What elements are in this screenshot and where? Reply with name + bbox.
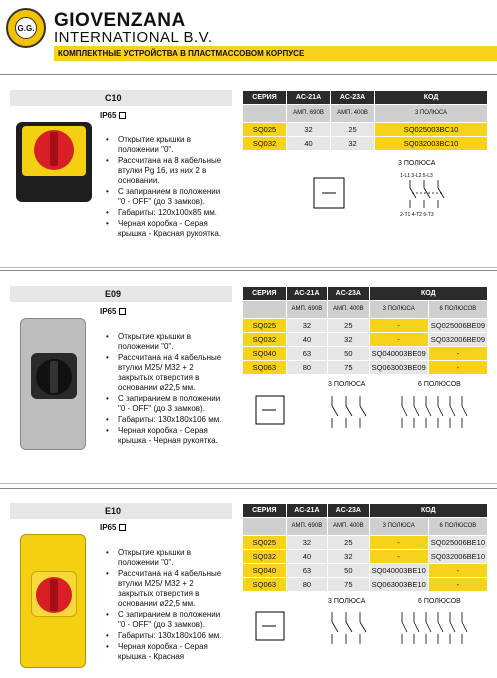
cell-ac23: 50 [328, 347, 369, 361]
e09-spec-table [242, 286, 488, 375]
cell-ac23: 25 [328, 536, 369, 550]
c10-device-image [16, 122, 92, 202]
cell-code3: SQ040003BE09 [369, 347, 428, 361]
cell-series: SQ032 [243, 550, 287, 564]
cell-code3: SQ032003BC10 [375, 137, 488, 151]
c10-ip-rating [100, 111, 126, 120]
e09-ip-rating [100, 307, 126, 316]
e09-diagram-label3: 3 ПОЛЮСА [328, 381, 366, 388]
col-series: СЕРИЯ [243, 504, 287, 518]
e10-ip-rating [100, 523, 126, 532]
col-series: СЕРИЯ [243, 91, 287, 105]
cell-code3: - [369, 550, 428, 564]
cell-ac23: 32 [328, 333, 369, 347]
table-row [243, 564, 488, 578]
brand-logo [6, 8, 46, 48]
sub-poles6: 6 ПОЛЮСОВ [428, 518, 487, 536]
cell-series: SQ063 [243, 578, 287, 592]
table-row [243, 361, 488, 375]
e10-diagram-label6: 6 ПОЛЮСОВ [418, 598, 461, 605]
sub-empty [243, 518, 287, 536]
cell-ac21: 32 [286, 319, 327, 333]
sub-amp690: АМП. 690В [287, 105, 331, 123]
cell-ac21: 40 [287, 137, 331, 151]
cell-code3: SQ063003BE09 [369, 361, 428, 375]
logo-text: G.G. [15, 17, 37, 39]
e10-title-bar [10, 503, 232, 519]
cell-code6: SQ032006BE10 [428, 550, 487, 564]
c10-spec-table [242, 90, 488, 151]
cell-code6: - [428, 361, 487, 375]
cell-ac23: 32 [331, 137, 375, 151]
cell-code3: - [369, 333, 428, 347]
col-ac21: AC-21A [286, 504, 327, 518]
cell-series: SQ040 [243, 347, 287, 361]
c10-title: C10 [105, 93, 122, 103]
cell-code6: - [428, 564, 487, 578]
list-item: • Черная коробка - Серая крышка - Черная рукоятка. [106, 426, 226, 446]
e09-ip-label: IP65 [100, 307, 117, 316]
col-ac21: AC-21A [286, 287, 327, 301]
cell-series: SQ032 [243, 137, 287, 151]
table-row [243, 578, 488, 592]
sub-amp690: АМП. 690В [286, 301, 327, 319]
col-code: КОД [369, 287, 487, 301]
cell-code3: SQ025003BC10 [375, 123, 488, 137]
c10-diagram-label: 3 ПОЛЮСА [398, 160, 436, 167]
e10-wiring-diagram [254, 606, 490, 650]
cell-series: SQ025 [243, 123, 287, 137]
e09-wiring-diagram [254, 390, 490, 434]
col-code: КОД [369, 504, 487, 518]
e10-feature-list [106, 548, 226, 663]
cell-code6: - [428, 347, 487, 361]
list-item: • Рассчитана на 4 кабельные втулки M25/ M32 + 2 закрытых отверстия в основании ø22,5 мм. [106, 353, 226, 393]
cell-ac23: 75 [328, 361, 369, 375]
list-item: • Открытие крышки в положении "0". [106, 332, 226, 352]
c10-feature-list [106, 135, 226, 240]
cell-ac23: 25 [331, 123, 375, 137]
list-item: • Рассчитана на 8 кабельные втулки Pg 16, из них 2 в основании. [106, 156, 226, 186]
cell-series: SQ032 [243, 333, 287, 347]
cell-code3: - [369, 319, 428, 333]
page-subtitle: КОМПЛЕКТНЫЕ УСТРОЙСТВА В ПЛАСТМАССОВОМ КОРПУСЕ [54, 46, 497, 61]
cell-ac23: 32 [328, 550, 369, 564]
col-code: КОД [375, 91, 488, 105]
col-ac23: AC-23A [328, 504, 369, 518]
cell-ac23: 75 [328, 578, 369, 592]
brand-subname: INTERNATIONAL B.V. [54, 29, 213, 46]
col-series: СЕРИЯ [243, 287, 287, 301]
list-item: • Габариты: 130x180x106 мм. [106, 415, 226, 425]
e10-device-image [20, 534, 86, 668]
col-ac23: AC-23A [331, 91, 375, 105]
brand-name: GIOVENZANA [54, 10, 186, 31]
cell-code6: - [428, 578, 487, 592]
ip-box-icon [119, 308, 126, 315]
cell-ac21: 32 [286, 536, 327, 550]
sub-poles3: 3 ПОЛЮСА [375, 105, 488, 123]
c10-knob-handle [50, 132, 58, 166]
cell-code6: SQ032006BE09 [428, 333, 487, 347]
cell-ac21: 32 [287, 123, 331, 137]
sub-amp400: АМП. 400В [328, 518, 369, 536]
list-item: • Открытие крышки в положении "0". [106, 135, 226, 155]
cell-code6: SQ025006BE09 [428, 319, 487, 333]
sub-empty [243, 301, 287, 319]
cell-series: SQ063 [243, 361, 287, 375]
e10-knob-handle [50, 579, 58, 611]
e10-diagram-label3: 3 ПОЛЮСА [328, 598, 366, 605]
cell-series: SQ040 [243, 564, 287, 578]
table-row [243, 550, 488, 564]
list-item: • Черная коробка - Серая крышка - Красная рукоятка. [106, 219, 226, 239]
cell-ac21: 40 [286, 550, 327, 564]
table-row [243, 536, 488, 550]
list-item: • С запиранием в положении "0 - OFF" (до 3 замков). [106, 610, 226, 630]
sub-poles3: 3 ПОЛЮСА [369, 301, 428, 319]
e09-title: E09 [105, 289, 122, 299]
table-row [243, 333, 488, 347]
e10-title: E10 [105, 506, 122, 516]
cell-ac23: 50 [328, 564, 369, 578]
col-ac21: AC-21A [287, 91, 331, 105]
list-item: • Габариты: 130x180x106 мм. [106, 631, 226, 641]
sub-amp400: АМП. 400В [331, 105, 375, 123]
list-item: • С запиранием в положении "0 - OFF" (до 3 замков). [106, 394, 226, 414]
sub-poles6: 6 ПОЛЮСОВ [428, 301, 487, 319]
cell-series: SQ025 [243, 319, 287, 333]
e10-ip-label: IP65 [100, 523, 117, 532]
list-item: • Черная коробка - Серая крышка - Красная [106, 642, 226, 662]
table-row [243, 123, 488, 137]
sub-poles3: 3 ПОЛЮСА [369, 518, 428, 536]
c10-terminals-top: 1-L1 3-L2 5-L3 [400, 173, 433, 179]
c10-wiring-diagram [312, 168, 462, 218]
list-item: • С запиранием в положении "0 - OFF" (до 3 замков). [106, 187, 226, 207]
col-ac23: AC-23A [328, 287, 369, 301]
cell-code3: - [369, 536, 428, 550]
cell-ac21: 40 [286, 333, 327, 347]
sub-empty [243, 105, 287, 123]
cell-code6: SQ025006BE10 [428, 536, 487, 550]
table-row [243, 319, 488, 333]
e09-diagram-label6: 6 ПОЛЮСОВ [418, 381, 461, 388]
ip-box-icon [119, 524, 126, 531]
table-row [243, 137, 488, 151]
cell-ac21: 63 [286, 347, 327, 361]
cell-code3: SQ063003BE10 [369, 578, 428, 592]
list-item: • Рассчитана на 4 кабельные втулки M25/ M32 + 2 закрытых отверстия в основании ø22,5 мм. [106, 569, 226, 609]
cell-ac21: 63 [286, 564, 327, 578]
ip-box-icon [119, 112, 126, 119]
cell-ac21: 80 [286, 578, 327, 592]
sub-amp690: АМП. 690В [286, 518, 327, 536]
c10-terminals-bottom: 2-T1 4-T2 6-T3 [400, 212, 434, 218]
sub-amp400: АМП. 400В [328, 301, 369, 319]
cell-series: SQ025 [243, 536, 287, 550]
e09-title-bar [10, 286, 232, 302]
list-item: • Габариты: 120x100x85 мм. [106, 208, 226, 218]
e10-spec-table [242, 503, 488, 592]
cell-code3: SQ040003BE10 [369, 564, 428, 578]
cell-ac21: 80 [286, 361, 327, 375]
cell-ac23: 25 [328, 319, 369, 333]
list-item: • Открытие крышки в положении "0". [106, 548, 226, 568]
e09-device-image [20, 318, 86, 450]
c10-title-bar [10, 90, 232, 106]
e09-knob-handle [50, 361, 58, 393]
c10-ip-label: IP65 [100, 111, 117, 120]
table-row [243, 347, 488, 361]
e09-feature-list [106, 332, 226, 447]
